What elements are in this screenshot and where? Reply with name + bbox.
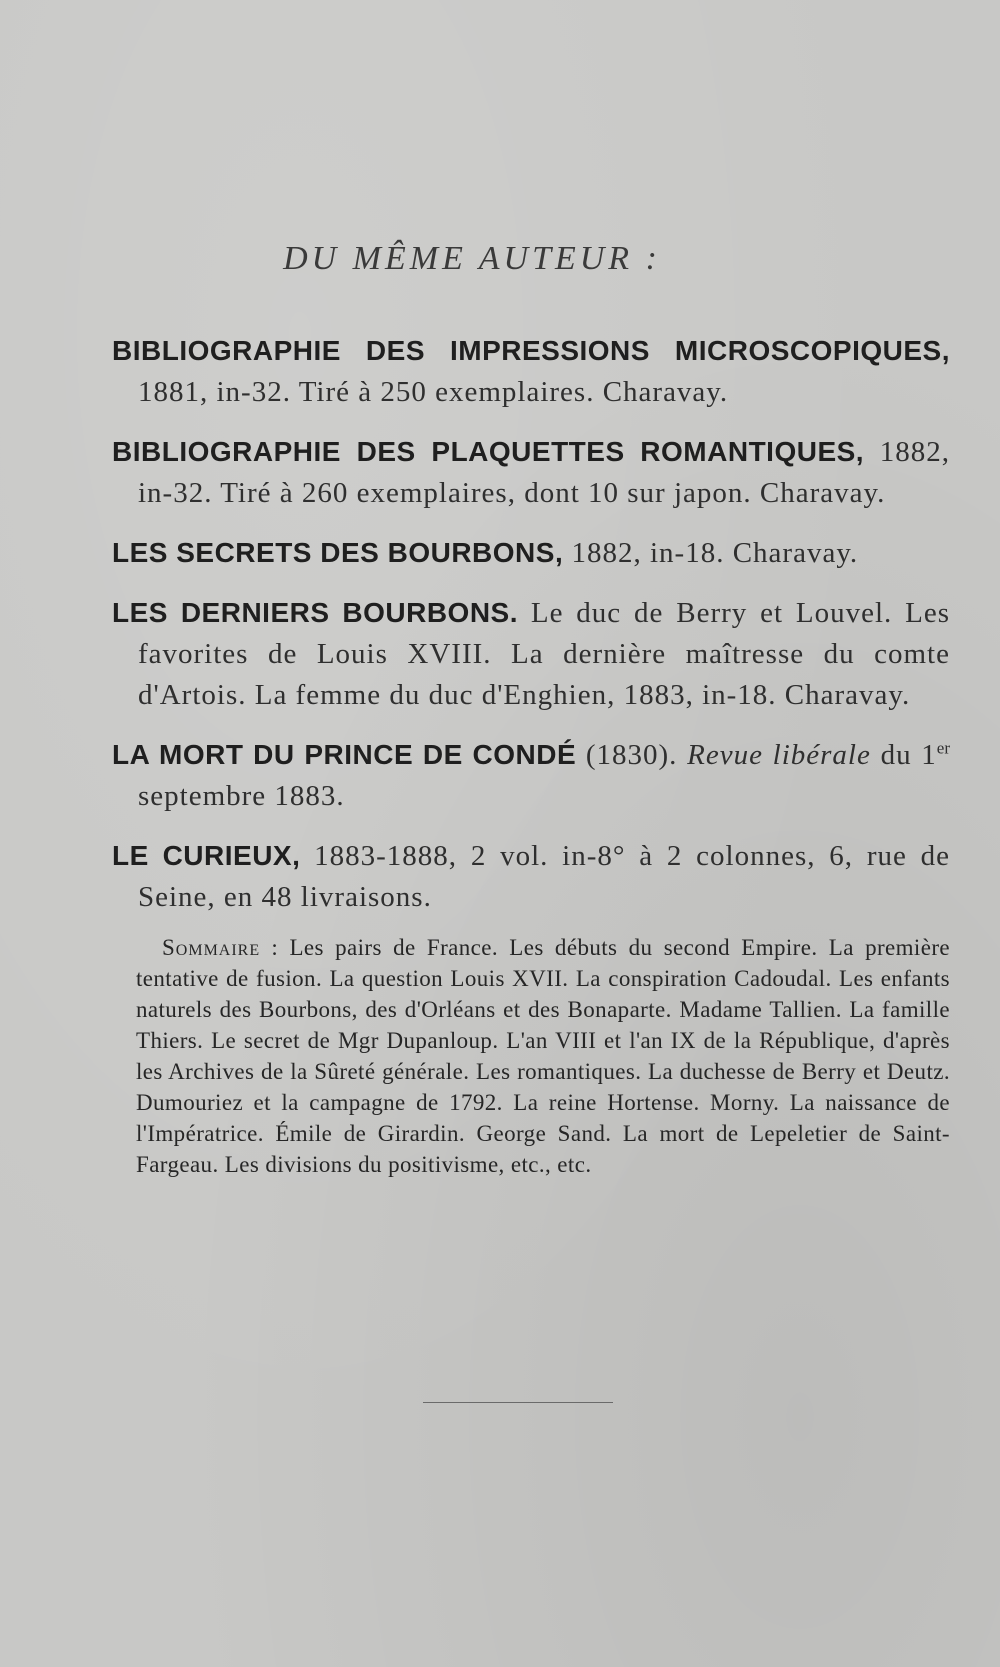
page-heading: DU MÊME AUTEUR : (283, 240, 661, 277)
summary-text: : Les pairs de France. Les débuts du second Empire. La première tentative de fusion. La question Louis XVII. La conspiration Cadoudal. Les enfants naturels des Bourbons, des d'Orléans et des Bonaparte. Madame Tallien. La famille Thiers. Le secret de Mgr Dupanloup. L'an VIII et l'an IX de la République, d'après les Archives de la Sûreté générale. Les romantiques. La duchesse de Berry et Deutz. Dumouriez et la campagne de 1792. La reine Hortense. Morny. La naissance de l'Impératrice. Émile de Girardin. George Sand. La mort de Lepeletier de Saint-Fargeau. Les divisions du positivisme, etc., etc. (136, 935, 950, 1177)
entry-title: LES DERNIERS BOURBONS. (112, 597, 519, 628)
entry-details: 1881, in-32. Tiré à 250 exemplaires. Charavay. (138, 376, 729, 408)
list-item (112, 835, 950, 918)
list-item (112, 592, 950, 716)
entry-title: LE CURIEUX, (112, 840, 301, 871)
list-item (112, 532, 950, 574)
bibliography-list (112, 330, 950, 1180)
ordinal-suffix: er (936, 738, 951, 758)
entry-details: Le duc de Berry et Louvel. Les favorites de Louis XVIII. La dernière maîtresse du comte d'Artois. La femme du duc d'Enghien, 1883, in-18. Charavay. (138, 597, 950, 711)
divider (423, 1402, 613, 1403)
summary-paragraph (136, 932, 950, 1180)
entry-details: 1882, in-32. Tiré à 260 exemplaires, dont 10 sur japon. Charavay. (138, 436, 950, 509)
summary-label: Sommaire (162, 935, 261, 960)
list-item (112, 734, 950, 817)
entry-title: LES SECRETS DES BOURBONS, (112, 537, 564, 568)
list-item (112, 431, 950, 514)
entry-details: (1830). (576, 739, 688, 771)
entry-details: septembre 1883. (138, 780, 345, 812)
entry-details: 1882, in-18. Charavay. (563, 537, 859, 569)
list-item (112, 330, 950, 413)
entry-details: 1883-1888, 2 vol. in-8° à 2 colonnes, 6, rue de Seine, en 48 livraisons. (138, 840, 950, 913)
journal-title: Revue libérale (687, 739, 871, 771)
entry-title: BIBLIOGRAPHIE DES PLAQUETTES ROMANTIQUES, (112, 436, 865, 467)
entry-title: BIBLIOGRAPHIE DES IMPRESSIONS MICROSCOPIQUES, (112, 335, 950, 366)
entry-title: LA MORT DU PRINCE DE CONDÉ (112, 739, 577, 770)
entry-details: du 1 (870, 739, 937, 771)
